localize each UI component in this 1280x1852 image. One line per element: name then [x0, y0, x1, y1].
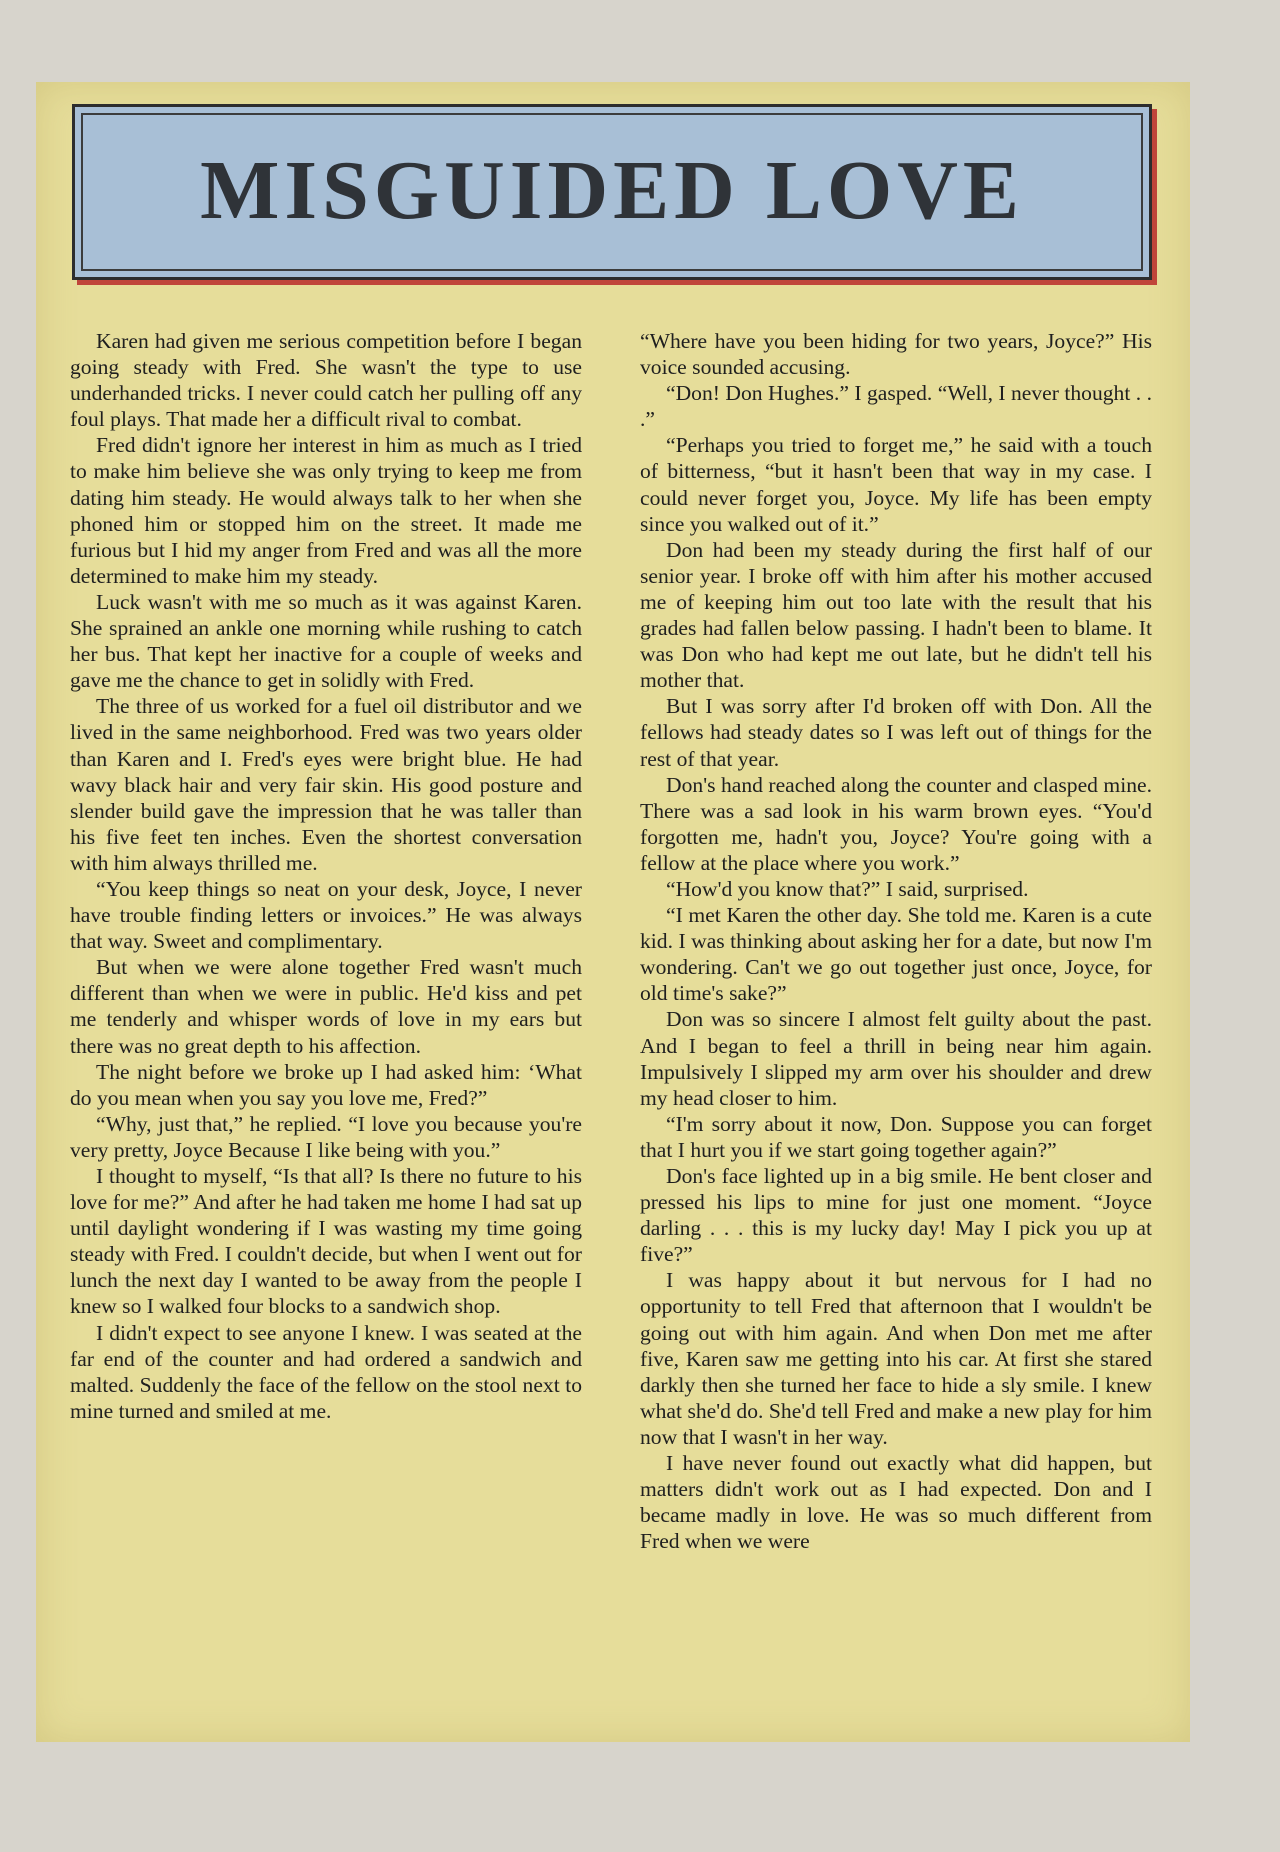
paragraph: Don's hand reached along the counter and clasped mine. There was a sad look in his warm brown eyes. “You'd forgotten me, hadn't you, Joyce? You're going with a fellow at the place where you work.”	[640, 772, 1152, 875]
story-page	[36, 82, 1190, 1742]
title-banner	[72, 104, 1152, 280]
paragraph: I was happy about it but nervous for I had no opportunity to tell Fred that afternoon that I wouldn't be going out with him again. And when Don met me after five, Karen saw me getting into his car. At first she stared darkly then she turned her face to hide a sly smile. I knew what she'd do. She'd tell Fred and make a new play for him now that I wasn't in her way.	[640, 1268, 1152, 1449]
paragraph: But I was sorry after I'd broken off with Don. All the fellows had steady dates so I was left out of things for the rest of that year.	[640, 694, 1152, 771]
paragraph: Don's face lighted up in a big smile. He bent closer and pressed his lips to mine for just one moment. “Joyce darling . . . this is my lucky day! May I pick you up at five?”	[640, 1164, 1152, 1267]
paragraph: “How'd you know that?” I said, surprised.	[666, 876, 1029, 901]
paragraph: “Where have you been hiding for two years, Joyce?” His voice sounded accusing.	[640, 329, 1152, 380]
paragraph: But when we were alone together Fred wasn't much different than when we were in public. He'd kiss and pet me tenderly and whisper words of love in my ears but there was no great depth to his affection.	[70, 955, 582, 1058]
left-column	[70, 328, 582, 1424]
paragraph: “Perhaps you tried to forget me,” he said with a touch of bitterness, “but it hasn't been that way in my case. I could never forget you, Joyce. My life has been empty since you walked out of it.”	[640, 433, 1152, 536]
paragraph: “Don! Don Hughes.” I gasped. “Well, I never thought . . .”	[640, 381, 1152, 432]
paragraph: “Why, just that,” he replied. “I love you because you're very pretty, Joyce Because I like being with you.”	[70, 1111, 582, 1162]
paragraph: I didn't expect to see anyone I knew. I was seated at the far end of the counter and had ordered a sandwich and malted. Suddenly the face of the fellow on the stool next to mine turned and smiled at me.	[70, 1320, 582, 1423]
paragraph: Don was so sincere I almost felt guilty about the past. And I began to feel a thrill in being near him again. Impulsively I slipped my arm over his shoulder and drew my head closer to him.	[640, 1007, 1152, 1110]
paragraph: Don had been my steady during the first half of our senior year. I broke off with him after his mother accused me of keeping him out too late with the result that his grades had fallen below passing. I hadn't been to blame. It was Don who had kept me out late, but he didn't tell his mother that.	[640, 537, 1152, 693]
paragraph: Luck wasn't with me so much as it was against Karen. She sprained an ankle one morning while rushing to catch her bus. That kept her inactive for a couple of weeks and gave me the chance to get in solidly with Fred.	[70, 589, 582, 693]
paragraph: Fred didn't ignore her interest in him as much as I tried to make him believe she was only trying to keep me from dating him steady. He would always talk to her when she phoned him or stopped him on the street. It made me furious but I hid my anger from Fred and was all the more determined to make him my steady.	[70, 433, 582, 588]
right-column	[640, 328, 1152, 1554]
paragraph: Karen had given me serious competition before I began going steady with Fred. She wasn't the type to use underhanded tricks. I never could catch her pulling off any foul plays. That made her a difficult rival to combat.	[70, 329, 582, 432]
paragraph: The three of us worked for a fuel oil distributor and we lived in the same neighborhood. Fred was two years older than Karen and I. Fred's eyes were bright blue. He had wavy black hair and very fair skin. His good posture and slender build gave the impression that he was taller than his five feet ten inches. Even the shortest conversation with him always thrilled me.	[70, 694, 582, 875]
paragraph: “You keep things so neat on your desk, Joyce, I never have trouble finding letters or invoices.” He was always that way. Sweet and complimentary.	[70, 876, 582, 954]
paragraph: I have never found out exactly what did happen, but matters didn't work out as I had expected. Don and I became madly in love. He was so much different from Fred when we were	[640, 1451, 1152, 1554]
paragraph: “I met Karen the other day. She told me. Karen is a cute kid. I was thinking about asking her for a date, but now I'm wondering. Can't we go out together just once, Joyce, for old time's sake?”	[640, 903, 1152, 1006]
paragraph: “I'm sorry about it now, Don. Suppose you can forget that I hurt you if we start going together again?”	[640, 1111, 1152, 1162]
paragraph: I thought to myself, “Is that all? Is there no future to his love for me?” And after he had taken me home I had sat up until daylight wondering if I was wasting my time going steady with Fred. I couldn't decide, but when I went out for lunch the next day I wanted to be away from the people I knew so I walked four blocks to a sandwich shop.	[70, 1164, 582, 1319]
story-title: MISGUIDED LOVE	[200, 144, 1024, 237]
paragraph: The night before we broke up I had asked him: ‘What do you mean when you say you love me, Fred?”	[70, 1059, 582, 1110]
